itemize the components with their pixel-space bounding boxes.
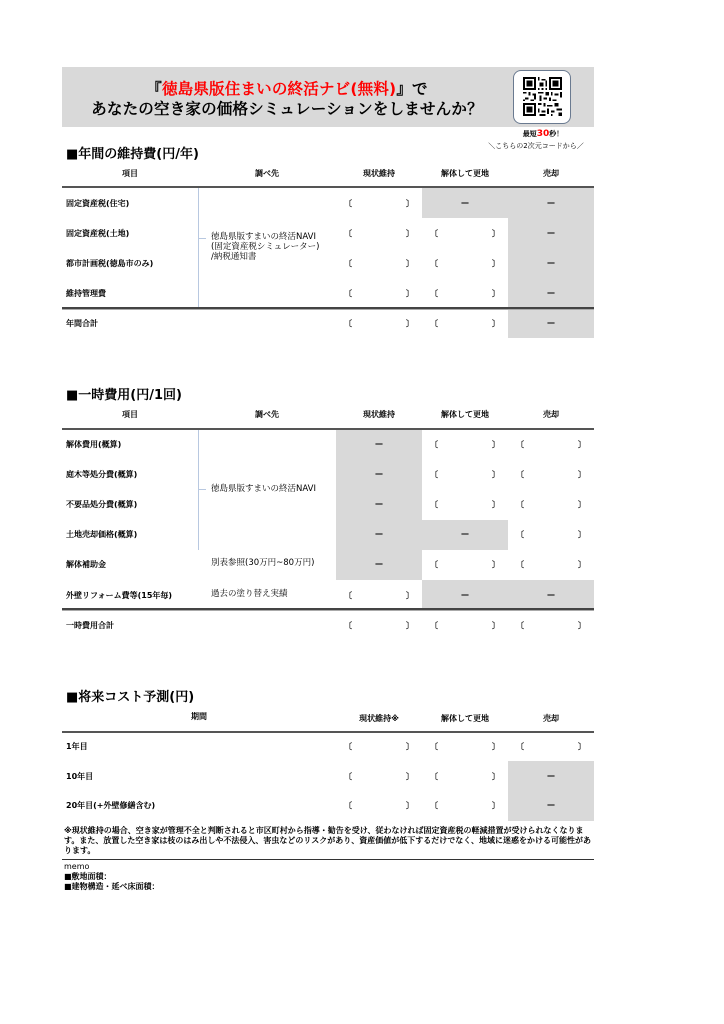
memo-site-area[interactable]: ■敷地面積： xyxy=(64,872,112,881)
annual-total-demolish-input-close[interactable]: 〕 xyxy=(492,319,500,328)
onetime-source-subsidy: 別表参照(30万円~80万円) xyxy=(211,558,315,568)
onetime-total-demolish-input-close[interactable]: 〕 xyxy=(492,621,500,630)
future-r3-current-input-open[interactable]: 〔 xyxy=(344,801,352,810)
onetime-source-brace xyxy=(198,430,199,550)
onetime-r6-demolish-na: — xyxy=(461,590,469,599)
onetime-r4-demolish-na: — xyxy=(461,529,469,538)
qr-code-box[interactable] xyxy=(513,70,571,124)
onetime-r3-demolish-input-close[interactable]: 〕 xyxy=(492,500,500,509)
onetime-r1-sell-input-close[interactable]: 〕 xyxy=(578,440,586,449)
onetime-header-sell: 売却 xyxy=(543,410,559,419)
annual-total-demolish-input-open[interactable]: 〔 xyxy=(430,319,438,328)
annual-row-label: 維持管理費 xyxy=(66,289,106,298)
future-header-current: 現状維持※ xyxy=(359,714,399,723)
onetime-total-demolish-input-open[interactable]: 〔 xyxy=(430,621,438,630)
annual-r2-demolish-input-open[interactable]: 〔 xyxy=(430,229,438,238)
onetime-r6-current-input-close[interactable]: 〕 xyxy=(406,591,414,600)
annual-total-current-input-open[interactable]: 〔 xyxy=(344,319,352,328)
onetime-total-divider xyxy=(62,608,594,611)
future-r2-demolish-input-close[interactable]: 〕 xyxy=(492,772,500,781)
onetime-total-sell-input-close[interactable]: 〕 xyxy=(578,621,586,630)
onetime-r4-current-na: — xyxy=(375,529,383,538)
banner-service-name[interactable]: 徳島県版住まいの終活ナビ(無料) xyxy=(161,80,397,98)
annual-r2-current-input-open[interactable]: 〔 xyxy=(344,229,352,238)
onetime-row-label: 不要品処分費(概算) xyxy=(66,500,138,509)
annual-source-line-1: 徳島県版すまいの終活NAVI xyxy=(211,232,316,242)
onetime-r5-sell-input-close[interactable]: 〕 xyxy=(578,560,586,569)
onetime-r4-sell-input-open[interactable]: 〔 xyxy=(516,530,524,539)
annual-r4-demolish-input-open[interactable]: 〔 xyxy=(430,289,438,298)
future-gray-sell xyxy=(508,761,594,821)
future-header-demolish: 解体して更地 xyxy=(441,714,489,723)
onetime-header-item: 項目 xyxy=(122,410,138,419)
memo-divider xyxy=(62,859,594,860)
future-r1-current-input-close[interactable]: 〕 xyxy=(406,742,414,751)
annual-r3-current-input-open[interactable]: 〔 xyxy=(344,259,352,268)
onetime-r3-sell-input-close[interactable]: 〕 xyxy=(578,500,586,509)
onetime-r1-demolish-input-close[interactable]: 〕 xyxy=(492,440,500,449)
memo-title: memo xyxy=(64,862,90,871)
onetime-header-divider xyxy=(62,428,594,430)
annual-r1-demolish-na: — xyxy=(461,198,469,207)
banner-quote-open: 『 xyxy=(146,80,162,98)
annual-r4-sell-na: — xyxy=(547,288,555,297)
annual-total-sell-na: — xyxy=(547,318,555,327)
future-r3-sell-na: — xyxy=(547,800,555,809)
qr-caption-prefix: 最短 xyxy=(522,130,537,138)
annual-r3-demolish-input-open[interactable]: 〔 xyxy=(430,259,438,268)
future-header-sell: 売却 xyxy=(543,714,559,723)
onetime-row-label: 外壁リフォーム費等(15年毎) xyxy=(66,591,173,600)
banner-subheadline: あなたの空き家の価格シミュレーションをしませんか？ xyxy=(91,100,483,118)
onetime-row-label: 解体補助金 xyxy=(66,560,106,569)
onetime-r1-demolish-input-open[interactable]: 〔 xyxy=(430,440,438,449)
annual-r4-current-input-open[interactable]: 〔 xyxy=(344,289,352,298)
annual-r3-demolish-input-close[interactable]: 〕 xyxy=(492,259,500,268)
onetime-row-label: 解体費用(概算) xyxy=(66,440,122,449)
future-r3-demolish-input-open[interactable]: 〔 xyxy=(430,801,438,810)
onetime-r2-sell-input-open[interactable]: 〔 xyxy=(516,470,524,479)
onetime-r2-demolish-input-close[interactable]: 〕 xyxy=(492,470,500,479)
onetime-header-current: 現状維持 xyxy=(363,410,395,419)
future-r1-current-input-open[interactable]: 〔 xyxy=(344,742,352,751)
onetime-r3-current-na: — xyxy=(375,499,383,508)
annual-r1-sell-na: — xyxy=(547,198,555,207)
future-row-label: 1年目 xyxy=(66,742,88,751)
annual-source xyxy=(211,232,319,262)
annual-r4-demolish-input-close[interactable]: 〕 xyxy=(492,289,500,298)
qr-caption-suffix: 秒！ xyxy=(549,130,564,138)
future-r1-demolish-input-open[interactable]: 〔 xyxy=(430,742,438,751)
future-header-divider xyxy=(62,731,594,733)
future-header-period: 期間 xyxy=(191,712,207,721)
annual-r2-current-input-close[interactable]: 〕 xyxy=(406,229,414,238)
qr-caption-time xyxy=(498,129,588,139)
annual-r4-current-input-close[interactable]: 〕 xyxy=(406,289,414,298)
annual-r2-sell-na: — xyxy=(547,228,555,237)
annual-r3-sell-na: — xyxy=(547,258,555,267)
annual-section-title: ■年間の維持費(円/年) xyxy=(66,147,199,162)
onetime-header-demolish: 解体して更地 xyxy=(441,410,489,419)
future-section-title: ■将来コスト予測(円) xyxy=(66,690,195,705)
annual-r3-current-input-close[interactable]: 〕 xyxy=(406,259,414,268)
future-r2-current-input-open[interactable]: 〔 xyxy=(344,772,352,781)
onetime-r2-demolish-input-open[interactable]: 〔 xyxy=(430,470,438,479)
qr-caption-number: 30 xyxy=(536,129,550,139)
annual-total-current-input-close[interactable]: 〕 xyxy=(406,319,414,328)
future-row-label: 10年目 xyxy=(66,772,94,781)
future-r2-current-input-close[interactable]: 〕 xyxy=(406,772,414,781)
onetime-r6-current-input-open[interactable]: 〔 xyxy=(344,591,352,600)
annual-row-label: 都市計画税(徳島市のみ) xyxy=(66,259,154,268)
banner-quote-close: 』で xyxy=(396,80,428,98)
qr-code-icon[interactable] xyxy=(523,77,562,116)
future-r2-sell-na: — xyxy=(547,771,555,780)
onetime-section-title: ■一時費用(円/1回) xyxy=(66,388,182,403)
onetime-r2-sell-input-close[interactable]: 〕 xyxy=(578,470,586,479)
onetime-r4-sell-input-close[interactable]: 〕 xyxy=(578,530,586,539)
onetime-total-sell-input-open[interactable]: 〔 xyxy=(516,621,524,630)
onetime-r5-demolish-input-open[interactable]: 〔 xyxy=(430,560,438,569)
future-r1-demolish-input-close[interactable]: 〕 xyxy=(492,742,500,751)
future-row-label: 20年目(+外壁修繕含む) xyxy=(66,801,156,810)
annual-source-brace-tick xyxy=(198,238,206,239)
memo-building[interactable]: ■建物構造・延べ床面積： xyxy=(64,882,160,891)
future-r3-demolish-input-close[interactable]: 〕 xyxy=(492,801,500,810)
annual-row-label: 固定資産税(住宅) xyxy=(66,199,130,208)
annual-source-line-2: (固定資産税シミュレーター) xyxy=(211,242,320,252)
onetime-total-current-input-open[interactable]: 〔 xyxy=(344,621,352,630)
annual-total-divider xyxy=(62,307,594,310)
annual-header-current: 現状維持 xyxy=(363,169,395,178)
annual-source-line-3: /納税通知書 xyxy=(211,252,257,262)
onetime-total-current-input-close[interactable]: 〕 xyxy=(406,621,414,630)
annual-total-label: 年間合計 xyxy=(66,319,98,328)
annual-r1-current-input-close[interactable]: 〕 xyxy=(406,199,414,208)
onetime-r6-sell-na: — xyxy=(547,590,555,599)
onetime-source-reform: 過去の塗り替え実績 xyxy=(211,589,288,599)
onetime-r3-demolish-input-open[interactable]: 〔 xyxy=(430,500,438,509)
onetime-header-source: 調べ先 xyxy=(255,410,279,419)
onetime-row-label: 土地売却価格(概算) xyxy=(66,530,138,539)
onetime-r5-sell-input-open[interactable]: 〔 xyxy=(516,560,524,569)
onetime-r2-current-na: — xyxy=(375,469,383,478)
annual-header-source: 調べ先 xyxy=(255,169,279,178)
onetime-r5-current-na: — xyxy=(375,559,383,568)
future-r3-current-input-close[interactable]: 〕 xyxy=(406,801,414,810)
onetime-total-label: 一時費用合計 xyxy=(66,621,114,630)
future-r1-sell-input-close[interactable]: 〕 xyxy=(578,742,586,751)
banner-headline xyxy=(62,77,512,99)
future-r1-sell-input-open[interactable]: 〔 xyxy=(516,742,524,751)
annual-r2-demolish-input-close[interactable]: 〕 xyxy=(492,229,500,238)
annual-header-item: 項目 xyxy=(122,169,138,178)
annual-row-label: 固定資産税(土地) xyxy=(66,229,130,238)
annual-source-brace xyxy=(198,188,199,308)
onetime-r5-demolish-input-close[interactable]: 〕 xyxy=(492,560,500,569)
annual-header-sell: 売却 xyxy=(543,169,559,178)
disclaimer-note: ※現状維持の場合、空き家が管理不全と判断されると市区町村から指導・勧告を受け、従わなければ固定資産税の軽減措置が受けられなくなります。また、放置した空き家は枝のはみ出しや不法侵入、害虫などのリスクがあり、資産価値が低下するだけでなく、地域に迷惑をかける可能性があります。 xyxy=(64,826,592,855)
qr-caption-direction: ＼こちらの2次元コードから／ xyxy=(488,142,584,150)
onetime-r3-sell-input-open[interactable]: 〔 xyxy=(516,500,524,509)
annual-r1-current-input-open[interactable]: 〔 xyxy=(344,199,352,208)
onetime-source-brace-tick xyxy=(198,489,206,490)
onetime-r1-current-na: — xyxy=(375,439,383,448)
future-r2-demolish-input-open[interactable]: 〔 xyxy=(430,772,438,781)
annual-header-demolish: 解体して更地 xyxy=(441,169,489,178)
onetime-r1-sell-input-open[interactable]: 〔 xyxy=(516,440,524,449)
onetime-source: 徳島県版すまいの終活NAVI xyxy=(211,484,316,494)
onetime-row-label: 庭木等処分費(概算) xyxy=(66,470,138,479)
